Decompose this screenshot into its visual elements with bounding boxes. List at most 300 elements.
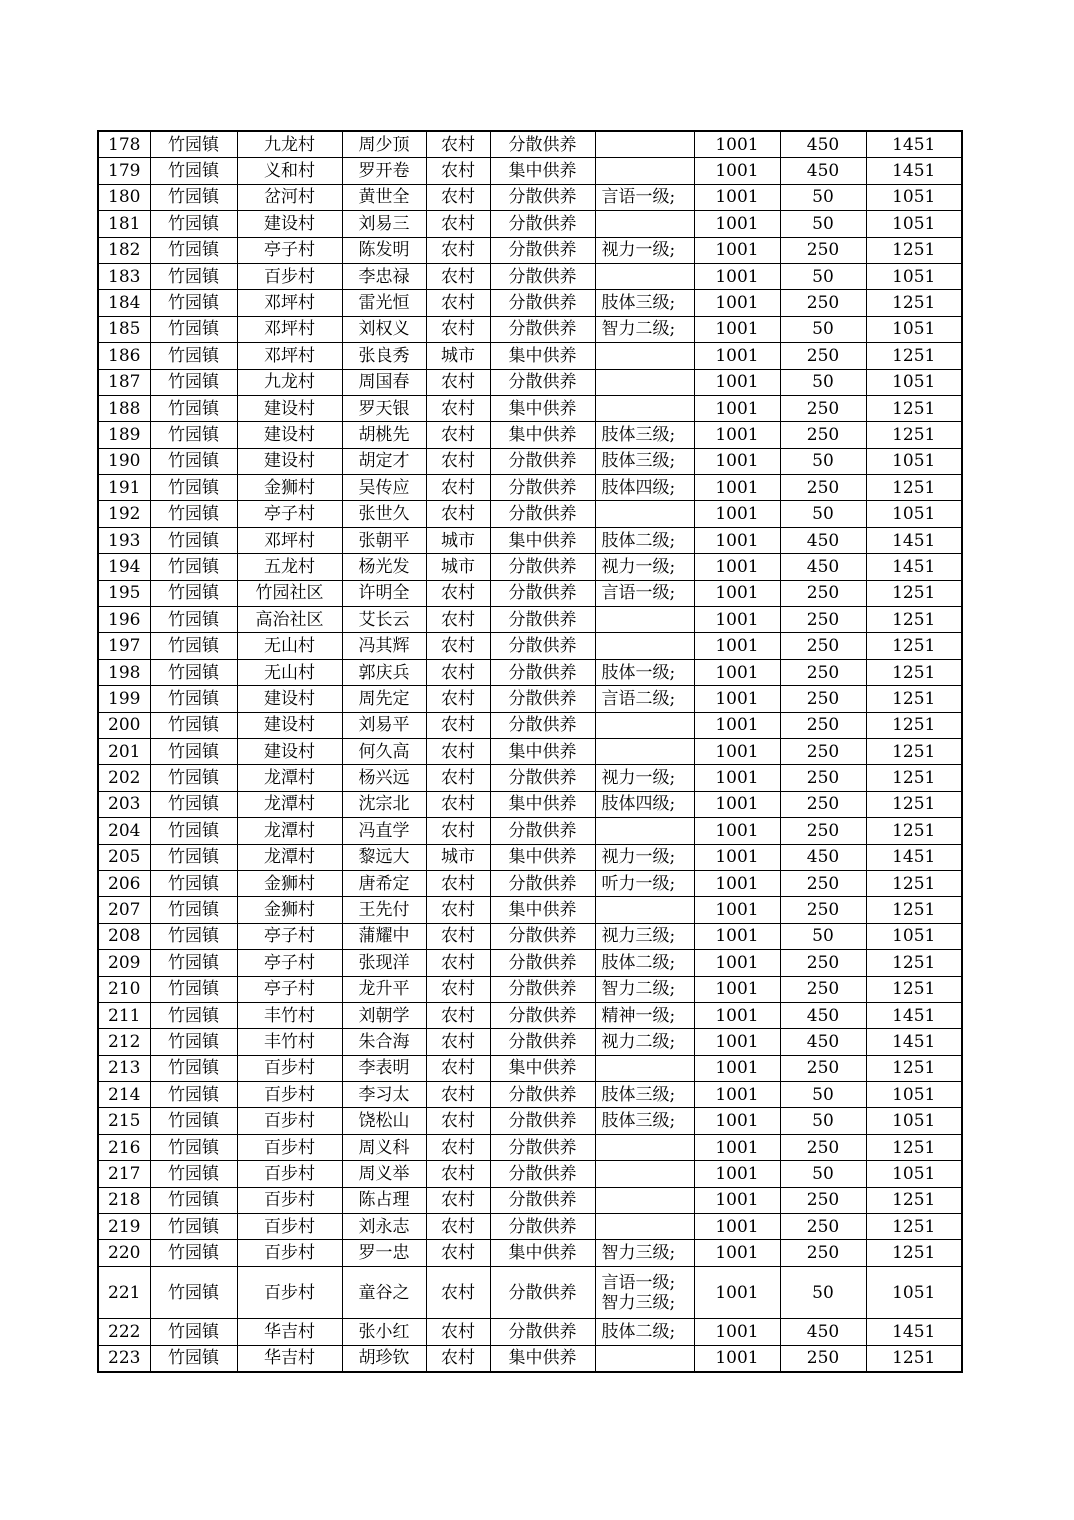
support-type-cell: 分散供养 [490, 501, 595, 527]
support-type-cell: 分散供养 [490, 1187, 595, 1213]
total-amount-cell: 1051 [866, 1082, 962, 1108]
household-type-cell: 农村 [426, 1082, 490, 1108]
support-type-cell: 分散供养 [490, 976, 595, 1002]
village-cell: 百步村 [237, 1082, 342, 1108]
base-amount-cell: 1001 [694, 131, 780, 158]
support-type-cell: 分散供养 [490, 369, 595, 395]
support-type-cell: 集中供养 [490, 738, 595, 764]
table-row [98, 1134, 962, 1160]
table-row [98, 844, 962, 870]
subsidy-amount-cell: 450 [780, 844, 866, 870]
row-number-cell: 178 [98, 131, 150, 158]
row-number-cell: 204 [98, 818, 150, 844]
name-cell: 张良秀 [342, 343, 426, 369]
township-cell: 竹园镇 [150, 554, 237, 580]
subsidy-amount-cell: 250 [780, 791, 866, 817]
village-cell: 无山村 [237, 659, 342, 685]
total-amount-cell: 1451 [866, 527, 962, 553]
subsidy-amount-cell: 450 [780, 158, 866, 184]
village-cell: 龙潭村 [237, 765, 342, 791]
base-amount-cell: 1001 [694, 791, 780, 817]
table-row [98, 131, 962, 158]
table-row [98, 343, 962, 369]
table-row [98, 1345, 962, 1372]
support-type-cell: 分散供养 [490, 765, 595, 791]
township-cell: 竹园镇 [150, 712, 237, 738]
village-cell: 建设村 [237, 448, 342, 474]
household-type-cell: 农村 [426, 607, 490, 633]
name-cell: 黄世全 [342, 184, 426, 210]
total-amount-cell: 1251 [866, 290, 962, 316]
total-amount-cell: 1251 [866, 475, 962, 501]
township-cell: 竹园镇 [150, 765, 237, 791]
village-cell: 亭子村 [237, 501, 342, 527]
household-type-cell: 农村 [426, 448, 490, 474]
subsidy-amount-cell: 250 [780, 686, 866, 712]
total-amount-cell: 1251 [866, 659, 962, 685]
subsidy-amount-cell: 250 [780, 1214, 866, 1240]
support-type-cell: 分散供养 [490, 659, 595, 685]
name-cell: 陈发明 [342, 237, 426, 263]
support-type-cell: 分散供养 [490, 580, 595, 606]
name-cell: 王先付 [342, 897, 426, 923]
township-cell: 竹园镇 [150, 738, 237, 764]
township-cell: 竹园镇 [150, 791, 237, 817]
base-amount-cell: 1001 [694, 1319, 780, 1345]
township-cell: 竹园镇 [150, 686, 237, 712]
household-type-cell: 农村 [426, 501, 490, 527]
name-cell: 周少顶 [342, 131, 426, 158]
table-row [98, 580, 962, 606]
row-number-cell: 183 [98, 263, 150, 289]
township-cell: 竹园镇 [150, 923, 237, 949]
subsidy-amount-cell: 250 [780, 1240, 866, 1266]
row-number-cell: 199 [98, 686, 150, 712]
village-cell: 无山村 [237, 633, 342, 659]
subsidy-amount-cell: 250 [780, 633, 866, 659]
household-type-cell: 农村 [426, 580, 490, 606]
name-cell: 沈宗北 [342, 791, 426, 817]
total-amount-cell: 1451 [866, 131, 962, 158]
village-cell: 龙潭村 [237, 791, 342, 817]
disability-level-cell: 肢体二级; [595, 950, 694, 976]
base-amount-cell: 1001 [694, 870, 780, 896]
support-type-cell: 集中供养 [490, 1345, 595, 1372]
row-number-cell: 201 [98, 738, 150, 764]
village-cell: 高治社区 [237, 607, 342, 633]
disability-level-cell: 智力三级; [595, 1240, 694, 1266]
row-number-cell: 184 [98, 290, 150, 316]
total-amount-cell: 1251 [866, 1134, 962, 1160]
disability-level-cell [595, 818, 694, 844]
subsidy-amount-cell: 250 [780, 290, 866, 316]
village-cell: 百步村 [237, 1214, 342, 1240]
total-amount-cell: 1251 [866, 897, 962, 923]
subsidy-amount-cell: 250 [780, 1187, 866, 1213]
disability-level-cell: 肢体一级; [595, 659, 694, 685]
row-number-cell: 191 [98, 475, 150, 501]
household-type-cell: 农村 [426, 395, 490, 421]
total-amount-cell: 1251 [866, 1240, 962, 1266]
disability-level-cell: 言语一级; [595, 580, 694, 606]
township-cell: 竹园镇 [150, 659, 237, 685]
household-type-cell: 农村 [426, 1345, 490, 1372]
table-row [98, 1082, 962, 1108]
support-type-cell: 集中供养 [490, 897, 595, 923]
row-number-cell: 188 [98, 395, 150, 421]
village-cell: 百步村 [237, 263, 342, 289]
name-cell: 刘易三 [342, 211, 426, 237]
village-cell: 金狮村 [237, 897, 342, 923]
total-amount-cell: 1251 [866, 818, 962, 844]
table-row [98, 1214, 962, 1240]
village-cell: 竹园社区 [237, 580, 342, 606]
name-cell: 杨兴远 [342, 765, 426, 791]
table-row [98, 448, 962, 474]
subsidy-amount-cell: 250 [780, 1134, 866, 1160]
subsidy-amount-cell: 250 [780, 607, 866, 633]
subsidy-amount-cell: 450 [780, 1029, 866, 1055]
support-type-cell: 分散供养 [490, 131, 595, 158]
total-amount-cell: 1051 [866, 184, 962, 210]
household-type-cell: 城市 [426, 554, 490, 580]
name-cell: 周先定 [342, 686, 426, 712]
base-amount-cell: 1001 [694, 263, 780, 289]
support-type-cell: 集中供养 [490, 158, 595, 184]
row-number-cell: 208 [98, 923, 150, 949]
household-type-cell: 农村 [426, 1240, 490, 1266]
total-amount-cell: 1251 [866, 870, 962, 896]
disability-level-cell: 肢体三级; [595, 1082, 694, 1108]
support-type-cell: 集中供养 [490, 343, 595, 369]
subsidy-amount-cell: 450 [780, 1319, 866, 1345]
base-amount-cell: 1001 [694, 369, 780, 395]
total-amount-cell: 1051 [866, 1108, 962, 1134]
subsidy-amount-cell: 250 [780, 395, 866, 421]
base-amount-cell: 1001 [694, 1082, 780, 1108]
name-cell: 冯其辉 [342, 633, 426, 659]
disability-level-cell: 言语一级; [595, 184, 694, 210]
household-type-cell: 农村 [426, 1108, 490, 1134]
row-number-cell: 213 [98, 1055, 150, 1081]
household-type-cell: 城市 [426, 844, 490, 870]
base-amount-cell: 1001 [694, 976, 780, 1002]
disability-line: 智力三级; [601, 1292, 676, 1313]
name-cell: 艾长云 [342, 607, 426, 633]
row-number-cell: 179 [98, 158, 150, 184]
name-cell: 李习太 [342, 1082, 426, 1108]
disability-level-cell [595, 263, 694, 289]
row-number-cell: 216 [98, 1134, 150, 1160]
base-amount-cell: 1001 [694, 395, 780, 421]
township-cell: 竹园镇 [150, 395, 237, 421]
township-cell: 竹园镇 [150, 343, 237, 369]
township-cell: 竹园镇 [150, 976, 237, 1002]
table-row [98, 633, 962, 659]
base-amount-cell: 1001 [694, 158, 780, 184]
table-row [98, 712, 962, 738]
village-cell: 建设村 [237, 686, 342, 712]
name-cell: 张世久 [342, 501, 426, 527]
disability-level-cell: 视力三级; [595, 923, 694, 949]
name-cell: 唐希定 [342, 870, 426, 896]
total-amount-cell: 1451 [866, 554, 962, 580]
name-cell: 罗天银 [342, 395, 426, 421]
table-row [98, 158, 962, 184]
household-type-cell: 农村 [426, 1055, 490, 1081]
village-cell: 邓坪村 [237, 343, 342, 369]
name-cell: 胡珍钦 [342, 1345, 426, 1372]
village-cell: 龙潭村 [237, 818, 342, 844]
household-type-cell: 农村 [426, 237, 490, 263]
support-type-cell: 分散供养 [490, 923, 595, 949]
base-amount-cell: 1001 [694, 211, 780, 237]
name-cell: 刘易平 [342, 712, 426, 738]
base-amount-cell: 1001 [694, 554, 780, 580]
village-cell: 百步村 [237, 1134, 342, 1160]
name-cell: 雷光恒 [342, 290, 426, 316]
disability-level-cell [595, 1161, 694, 1187]
total-amount-cell: 1251 [866, 1214, 962, 1240]
township-cell: 竹园镇 [150, 1240, 237, 1266]
village-cell: 义和村 [237, 158, 342, 184]
disability-level-cell [595, 1187, 694, 1213]
support-type-cell: 分散供养 [490, 1029, 595, 1055]
subsidy-amount-cell: 50 [780, 1108, 866, 1134]
village-cell: 亭子村 [237, 976, 342, 1002]
disability-level-cell: 视力一级; [595, 765, 694, 791]
table-row [98, 1108, 962, 1134]
base-amount-cell: 1001 [694, 1108, 780, 1134]
total-amount-cell: 1451 [866, 1319, 962, 1345]
township-cell: 竹园镇 [150, 527, 237, 553]
table-row [98, 765, 962, 791]
table-row [98, 791, 962, 817]
table-row [98, 263, 962, 289]
subsidy-amount-cell: 250 [780, 870, 866, 896]
township-cell: 竹园镇 [150, 316, 237, 342]
household-type-cell: 农村 [426, 923, 490, 949]
township-cell: 竹园镇 [150, 1266, 237, 1319]
township-cell: 竹园镇 [150, 1002, 237, 1028]
disability-level-cell [595, 369, 694, 395]
table-row [98, 818, 962, 844]
support-type-cell: 分散供养 [490, 1319, 595, 1345]
name-cell: 张朝平 [342, 527, 426, 553]
support-type-cell: 集中供养 [490, 791, 595, 817]
disability-level-cell: 听力一级; [595, 870, 694, 896]
subsidy-amount-cell: 250 [780, 1345, 866, 1372]
village-cell: 华吉村 [237, 1345, 342, 1372]
township-cell: 竹园镇 [150, 607, 237, 633]
row-number-cell: 211 [98, 1002, 150, 1028]
township-cell: 竹园镇 [150, 263, 237, 289]
township-cell: 竹园镇 [150, 448, 237, 474]
subsidy-amount-cell: 50 [780, 1266, 866, 1319]
row-number-cell: 200 [98, 712, 150, 738]
table-row [98, 1240, 962, 1266]
disability-level-cell [595, 1266, 694, 1319]
household-type-cell: 农村 [426, 818, 490, 844]
table-row [98, 395, 962, 421]
disability-level-cell [595, 607, 694, 633]
base-amount-cell: 1001 [694, 818, 780, 844]
name-cell: 李忠禄 [342, 263, 426, 289]
subsidy-amount-cell: 250 [780, 422, 866, 448]
total-amount-cell: 1251 [866, 738, 962, 764]
household-type-cell: 农村 [426, 897, 490, 923]
village-cell: 九龙村 [237, 369, 342, 395]
support-type-cell: 分散供养 [490, 712, 595, 738]
subsidy-amount-cell: 250 [780, 343, 866, 369]
support-type-cell: 分散供养 [490, 870, 595, 896]
disability-level-cell: 视力一级; [595, 844, 694, 870]
subsidy-amount-cell: 50 [780, 1161, 866, 1187]
support-type-cell: 分散供养 [490, 1134, 595, 1160]
support-type-cell: 分散供养 [490, 263, 595, 289]
subsidy-amount-cell: 450 [780, 131, 866, 158]
row-number-cell: 210 [98, 976, 150, 1002]
household-type-cell: 农村 [426, 870, 490, 896]
disability-level-cell [595, 158, 694, 184]
village-cell: 百步村 [237, 1266, 342, 1319]
village-cell: 华吉村 [237, 1319, 342, 1345]
household-type-cell: 农村 [426, 633, 490, 659]
village-cell: 建设村 [237, 712, 342, 738]
disability-level-cell [595, 395, 694, 421]
total-amount-cell: 1251 [866, 976, 962, 1002]
total-amount-cell: 1451 [866, 844, 962, 870]
total-amount-cell: 1251 [866, 633, 962, 659]
household-type-cell: 农村 [426, 686, 490, 712]
household-type-cell: 农村 [426, 738, 490, 764]
village-cell: 五龙村 [237, 554, 342, 580]
household-type-cell: 农村 [426, 976, 490, 1002]
township-cell: 竹园镇 [150, 950, 237, 976]
subsidy-amount-cell: 250 [780, 237, 866, 263]
village-cell: 亭子村 [237, 923, 342, 949]
table-row [98, 237, 962, 263]
base-amount-cell: 1001 [694, 475, 780, 501]
row-number-cell: 214 [98, 1082, 150, 1108]
subsidy-amount-cell: 50 [780, 316, 866, 342]
total-amount-cell: 1051 [866, 211, 962, 237]
subsidy-amount-cell: 250 [780, 950, 866, 976]
row-number-cell: 221 [98, 1266, 150, 1319]
subsidy-amount-cell: 250 [780, 976, 866, 1002]
township-cell: 竹园镇 [150, 1029, 237, 1055]
village-cell: 亭子村 [237, 237, 342, 263]
row-number-cell: 215 [98, 1108, 150, 1134]
name-cell: 胡定才 [342, 448, 426, 474]
row-number-cell: 202 [98, 765, 150, 791]
disability-level-cell: 肢体三级; [595, 1108, 694, 1134]
base-amount-cell: 1001 [694, 844, 780, 870]
base-amount-cell: 1001 [694, 422, 780, 448]
total-amount-cell: 1251 [866, 1345, 962, 1372]
base-amount-cell: 1001 [694, 290, 780, 316]
table-row [98, 1187, 962, 1213]
township-cell: 竹园镇 [150, 1214, 237, 1240]
total-amount-cell: 1251 [866, 343, 962, 369]
township-cell: 竹园镇 [150, 237, 237, 263]
household-type-cell: 农村 [426, 263, 490, 289]
table-row [98, 1319, 962, 1345]
support-type-cell: 集中供养 [490, 1240, 595, 1266]
total-amount-cell: 1051 [866, 448, 962, 474]
township-cell: 竹园镇 [150, 501, 237, 527]
household-type-cell: 城市 [426, 343, 490, 369]
subsidy-amount-cell: 50 [780, 923, 866, 949]
household-type-cell: 农村 [426, 475, 490, 501]
name-cell: 蒲耀中 [342, 923, 426, 949]
row-number-cell: 207 [98, 897, 150, 923]
disability-level-cell: 肢体四级; [595, 475, 694, 501]
village-cell: 百步村 [237, 1240, 342, 1266]
village-cell: 亭子村 [237, 950, 342, 976]
total-amount-cell: 1251 [866, 791, 962, 817]
table-row [98, 1266, 962, 1319]
name-cell: 周国春 [342, 369, 426, 395]
table-row [98, 1161, 962, 1187]
township-cell: 竹园镇 [150, 897, 237, 923]
support-type-cell: 集中供养 [490, 844, 595, 870]
household-type-cell: 农村 [426, 184, 490, 210]
village-cell: 龙潭村 [237, 844, 342, 870]
township-cell: 竹园镇 [150, 211, 237, 237]
row-number-cell: 194 [98, 554, 150, 580]
support-type-cell: 分散供养 [490, 184, 595, 210]
name-cell: 童谷之 [342, 1266, 426, 1319]
row-number-cell: 222 [98, 1319, 150, 1345]
name-cell: 许明全 [342, 580, 426, 606]
disability-level-cell [595, 738, 694, 764]
row-number-cell: 181 [98, 211, 150, 237]
base-amount-cell: 1001 [694, 950, 780, 976]
village-cell: 丰竹村 [237, 1002, 342, 1028]
village-cell: 邓坪村 [237, 316, 342, 342]
support-type-cell: 分散供养 [490, 633, 595, 659]
disability-level-cell: 视力一级; [595, 237, 694, 263]
row-number-cell: 220 [98, 1240, 150, 1266]
household-type-cell: 农村 [426, 158, 490, 184]
row-number-cell: 198 [98, 659, 150, 685]
household-type-cell: 农村 [426, 422, 490, 448]
name-cell: 何久高 [342, 738, 426, 764]
subsidy-amount-cell: 250 [780, 580, 866, 606]
table-row [98, 923, 962, 949]
table-row [98, 211, 962, 237]
support-type-cell: 分散供养 [490, 316, 595, 342]
base-amount-cell: 1001 [694, 765, 780, 791]
base-amount-cell: 1001 [694, 448, 780, 474]
base-amount-cell: 1001 [694, 633, 780, 659]
row-number-cell: 206 [98, 870, 150, 896]
row-number-cell: 196 [98, 607, 150, 633]
table-row [98, 659, 962, 685]
disability-level-cell [595, 633, 694, 659]
village-cell: 邓坪村 [237, 290, 342, 316]
subsidy-amount-cell: 50 [780, 448, 866, 474]
household-type-cell: 农村 [426, 1002, 490, 1028]
household-type-cell: 农村 [426, 1161, 490, 1187]
household-type-cell: 农村 [426, 369, 490, 395]
disability-level-cell: 视力一级; [595, 554, 694, 580]
township-cell: 竹园镇 [150, 580, 237, 606]
township-cell: 竹园镇 [150, 870, 237, 896]
name-cell: 刘永志 [342, 1214, 426, 1240]
table-row [98, 501, 962, 527]
